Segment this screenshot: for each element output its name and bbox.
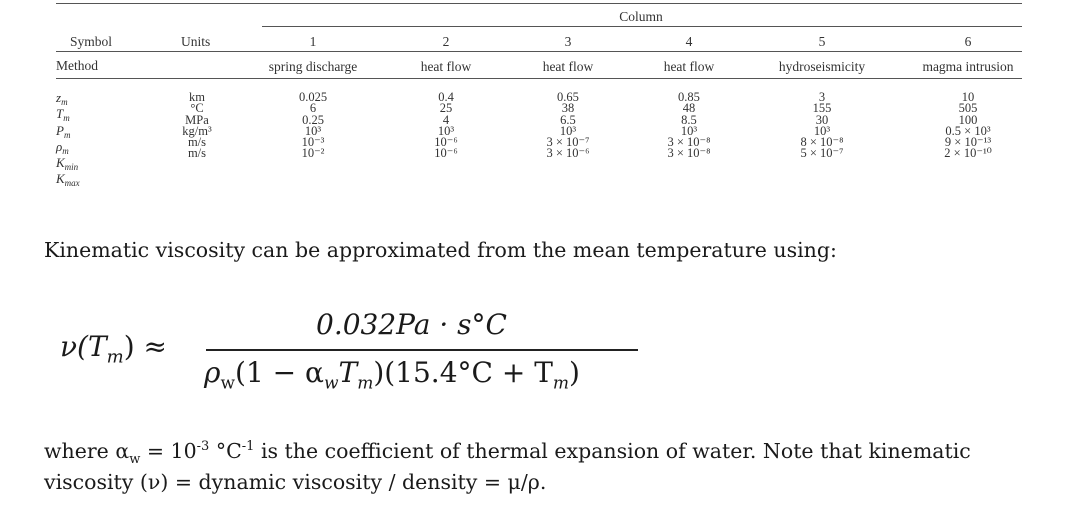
value-cell: 3 × 10⁻⁷	[546, 135, 590, 150]
value-cell: 505	[958, 101, 978, 116]
symbol-header: Symbol	[70, 34, 113, 49]
header-mid-rule	[56, 51, 1022, 52]
value-cell: 0.5 × 10³	[945, 123, 991, 138]
value-cell: 10³	[559, 123, 577, 138]
symbol-zm: $z_m$	[56, 90, 68, 107]
value-cell: 0.025	[298, 90, 328, 104]
formula-lhs: $\nu(T_m)$ ≈	[60, 330, 167, 368]
value-cell: 4	[442, 112, 450, 127]
header-bottom-rule	[56, 78, 1022, 79]
method-3: heat flow	[542, 59, 594, 74]
value-cell: 10⁻²	[301, 146, 325, 161]
symbol-pm: $P_m$	[56, 122, 71, 140]
value-cell: 0.25	[302, 112, 324, 127]
footer-text-line-1: where $\alpha_w = 10^{-3}$ $^\circ C^{-1}$ is the coefficient of thermal expansion of water. Note that kinematic	[44, 439, 971, 468]
method-header: Method	[56, 58, 98, 73]
footer-text-line-2: viscosity (ν) = dynamic viscosity / density = μ/ρ.	[44, 470, 547, 494]
value-cell: 6.5	[560, 112, 576, 127]
symbol-rhom: $\rho_m$	[56, 138, 69, 156]
table-top-rule	[56, 3, 1022, 4]
column-number-5: 5	[818, 34, 826, 49]
unit-cell: km	[189, 90, 205, 104]
value-cell: 6	[309, 101, 317, 116]
symbol-kmax: $K_{max}$	[56, 171, 80, 189]
units-header: Units	[181, 34, 211, 49]
unit-cell: °C	[190, 101, 204, 116]
symbol-kmin: $K_{min}$	[56, 155, 79, 173]
value-cell: 10⁻⁶	[434, 146, 458, 161]
method-6: magma intrusion	[922, 59, 1014, 74]
column-values-5	[800, 92, 843, 160]
value-cell: 10⁻³	[301, 135, 325, 150]
method-1: spring discharge	[268, 59, 358, 74]
value-cell: 30	[815, 112, 829, 127]
value-cell: 3	[818, 90, 826, 104]
units-column	[182, 92, 211, 160]
value-cell: 48	[682, 101, 696, 116]
value-cell: 5 × 10⁻⁷	[800, 146, 844, 161]
value-cell: 10⁻⁶	[434, 135, 458, 150]
value-cell: 3 × 10⁻⁶	[546, 146, 590, 161]
unit-cell: m/s	[187, 135, 207, 150]
value-cell: 3 × 10⁻⁸	[667, 146, 711, 161]
value-cell: 0.4	[438, 90, 454, 104]
column-values-2	[434, 92, 457, 160]
value-cell: 8.5	[681, 112, 697, 127]
formula-denominator: $\rho_w(1 - \alpha_wT_m)(15.4^\circ C + T_m)$	[204, 356, 580, 394]
unit-cell: m/s	[187, 146, 207, 161]
column-number-3: 3	[564, 34, 572, 49]
parameter-table	[0, 0, 1092, 210]
column-values-4	[667, 92, 710, 160]
column-group-header: Column	[619, 9, 663, 24]
value-cell: 9 × 10⁻¹³	[944, 135, 992, 150]
column-number-6: 6	[964, 34, 972, 49]
method-4: heat flow	[663, 59, 715, 74]
unit-cell: MPa	[185, 112, 209, 127]
column-values-6	[944, 92, 991, 160]
intro-text: Kinematic viscosity can be approximated from the mean temperature using:	[44, 238, 837, 262]
value-cell: 3 × 10⁻⁸	[667, 135, 711, 150]
symbol-column	[56, 92, 80, 190]
symbol-tm: $T_m$	[56, 106, 70, 124]
column-number-4: 4	[685, 34, 693, 49]
method-5: hydroseismicity	[778, 59, 866, 74]
column-group-rule	[262, 26, 1022, 27]
column-number-1: 1	[309, 34, 317, 49]
value-cell: 155	[812, 101, 832, 116]
value-cell: 2 × 10⁻¹⁰	[944, 146, 992, 161]
value-cell: 8 × 10⁻⁸	[800, 135, 844, 150]
method-2: heat flow	[420, 59, 472, 74]
value-cell: 38	[561, 101, 575, 116]
value-cell: 10	[961, 90, 975, 104]
formula-numerator: 0.032Pa · s°C	[316, 308, 507, 341]
value-cell: 10³	[304, 123, 322, 138]
value-cell: 0.85	[678, 90, 700, 104]
value-cell: 25	[439, 101, 453, 116]
value-cell: 10³	[813, 123, 831, 138]
value-cell: 0.65	[557, 90, 579, 104]
value-cell: 100	[958, 112, 978, 127]
value-cell: 10³	[437, 123, 455, 138]
fraction-bar	[206, 349, 638, 351]
column-values-1	[299, 92, 327, 160]
value-cell: 10³	[680, 123, 698, 138]
unit-cell: kg/m³	[182, 123, 212, 138]
column-number-2: 2	[442, 34, 450, 49]
column-values-3	[546, 92, 589, 160]
